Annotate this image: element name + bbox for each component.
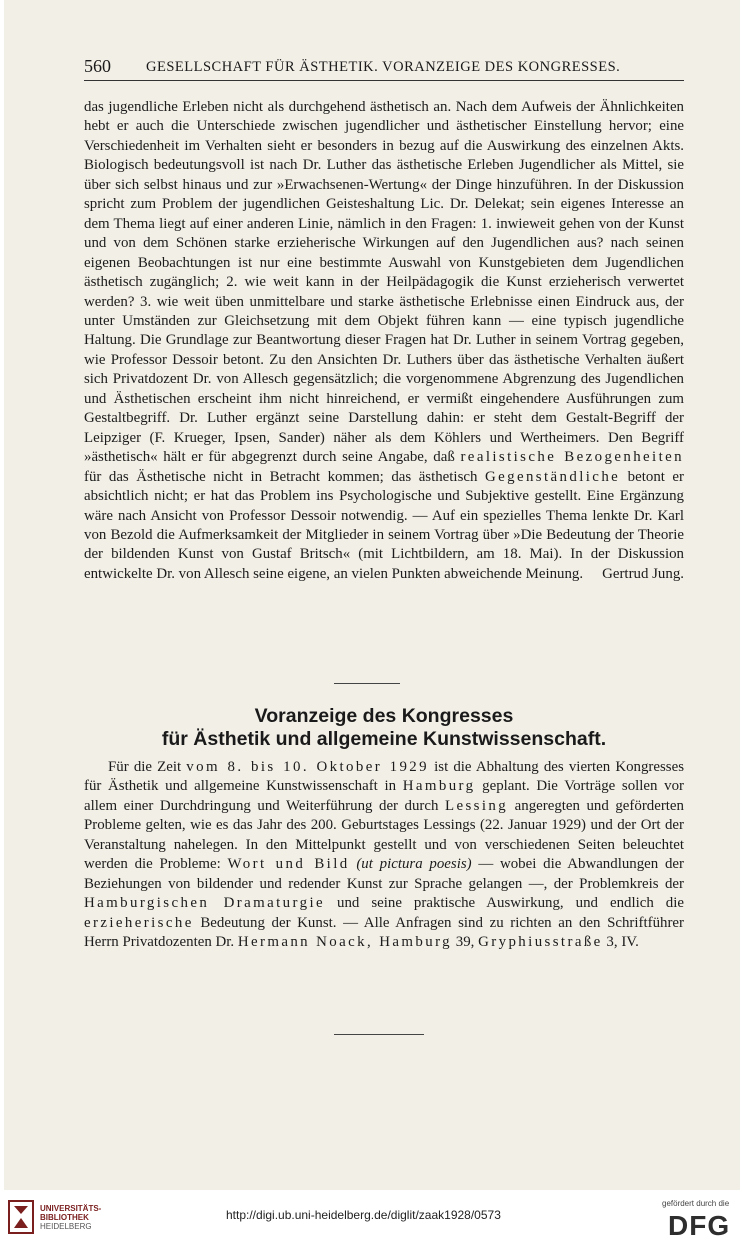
library-name[interactable] bbox=[40, 1204, 101, 1231]
page-header bbox=[84, 56, 684, 81]
library-name-line: UNIVERSITÄTS- bbox=[40, 1204, 102, 1213]
body-text: ist die Abhaltung des vierten Kongresses für Ästhetik und allgemeine Kunstwissenschaft in bbox=[84, 759, 684, 795]
report-paragraph bbox=[84, 98, 684, 584]
announcement-paragraph bbox=[84, 758, 684, 953]
spaced-emphasis: erzieherische bbox=[84, 914, 194, 931]
author-signature: Gertrud Jung. bbox=[602, 565, 684, 582]
permalink-url[interactable]: http://digi.ub.uni-heidelberg.de/diglit/zaak1928/0573 bbox=[226, 1208, 501, 1222]
end-divider bbox=[334, 1034, 424, 1035]
running-head: GESELLSCHAFT FÜR ÄSTHETIK. VORANZEIGE DES KONGRESSES. bbox=[146, 59, 621, 75]
scanned-page bbox=[4, 0, 740, 1190]
dfg-logo[interactable]: DFG bbox=[668, 1210, 731, 1241]
body-text: und seine praktische Auswirkung, und endlich die bbox=[325, 895, 685, 912]
page-number: 560 bbox=[84, 56, 111, 76]
section-title: Voranzeige des Kongresses bbox=[254, 705, 514, 727]
body-text: angeregten und geförderten Probleme gelten, wie es das Jahr des 200. Geburtstages Lessings (22. Januar 1929) und der Ort der Veranstaltung nahelegen. In den Mittelpunkt gestellt und von verschiedenen Seiten beleuchtet werden die Probleme: bbox=[84, 797, 684, 873]
university-library-logo-icon[interactable] bbox=[8, 1200, 34, 1234]
body-text: Für die Zeit bbox=[108, 759, 187, 775]
body-text: — wobei die Abwandlungen der Beziehungen von bildender und redender Kunst zur Sprache gelangen —, der Problemkreis der bbox=[84, 856, 684, 892]
digitization-footer bbox=[0, 1190, 742, 1246]
italic-phrase: (ut pictura poesis) bbox=[356, 856, 472, 873]
body-text: geplant. Die Vorträge sollen vor allem einer Durchdringung und Weiterführung der durch bbox=[84, 778, 684, 814]
section-subtitle: für Ästhetik und allgemeine Kunstwissenschaft. bbox=[161, 728, 607, 750]
spaced-emphasis: Wort und Bild bbox=[227, 856, 350, 873]
body-text: Bedeutung der Kunst. — Alle Anfragen sind zu richten an den Schriftführer Herrn Privatdozenten Dr. bbox=[84, 914, 684, 951]
funding-note: gefördert durch die bbox=[662, 1199, 730, 1208]
body-text: das jugendliche Erleben nicht als durchgehend ästhetisch an. Nach dem Aufweis der Ähnlichkeiten hebt er auch die Unterschiede zwischen jugendlicher und ästhetischer Einstellung hervor; eine Verschiedenheit im Verhalten sieht er besonders in bezug auf die Auswirkung des einzelnen Akts. Biologisch bedeutungsvoll ist nach Dr. Luther das ästhetische Erleben Jugendlicher als Mittel, sie über sich selbst hinaus und zur »Erwachsenen-Wertung« der Dinge hinzuführen. In der Diskussion spricht zum Problem der jugendlichen Geisteshaltung Lic. Dr. Delekat; sein eigenes Interesse an dem Thema liegt auf einer anderen Linie, nämlich in den Fragen: 1. inwieweit gehen von der Kunst und von dem Schönen starke erzieherische Wirkungen auf den Jugendlichen aus? nach seinen eigenen Beobachtungen ist nur eine bestimmte Auswahl von Kunstgebieten dem Jugendlichen ästhetisch zugänglich; 2. wie weit kann in der Heilpädagogik die Kunst erzieherisch verwertet werden? 3. wie weit üben unmittelbare und starke ästhetische Erlebnisse einen Eindruck aus, der unter Umständen zur Gleichsetzung mit dem Objekt führen kann — eine typisch jugendliche Haltung. Die Grundlage zur Beantwortung dieser Fragen hat Dr. Luther in seinem Vortrag gegeben, wie Professor Dessoir betont. Zu den Ansichten Dr. Luthers über das ästhetische Verhalten äußert sich Privatdozent Dr. von Allesch gegensätzlich; die vorgenommene Abgrenzung des Jugendlichen und Ästhetischen erscheint ihm nicht hinreichend, er vermißt eingehendere Ausführungen zum Gestaltbegriff. Dr. Luther ergänzt seine Darstellung dahin: er steht dem Gestalt-Begriff der Leipziger (F. Krueger, Ipsen, Sander) näher als dem Köhlers und Wertheimers. Den Begriff »ästhetisch« hält er für abgegrenzt durch seine Angabe, daß bbox=[84, 99, 684, 466]
spaced-emphasis: realistische Bezogenheiten bbox=[460, 449, 684, 466]
library-name-line: BIBLIOTHEK bbox=[40, 1213, 89, 1222]
library-name-line: HEIDELBERG bbox=[40, 1222, 92, 1231]
body-text: betont er absichtlich nicht; er hat das Problem ins Psychologische und Subjektive gestellt. Eine Ergänzung wäre nach Ansicht von Professor Dessoir notwendig. — Auf ein spezielles Thema lenkte Dr. Karl von Bezold die Aufmerksamkeit der Mitglieder in seinem Vortrag über »Die Bedeutung der Theorie der bildenden Kunst von Gustaf Britsch« (mit Lichtbildern, am 18. Mai). In der Diskussion entwickelte Dr. von Allesch seine eigene, an vielen Punkten abweichende Meinung. bbox=[84, 468, 684, 582]
spaced-emphasis: Hamburg bbox=[402, 778, 476, 795]
body-text: für das Ästhetische nicht in Betracht kommen; das ästhetisch bbox=[84, 468, 485, 485]
body-text: 3, IV. bbox=[602, 934, 639, 951]
spaced-emphasis: Hermann Noack, Hamburg bbox=[237, 934, 453, 951]
body-text: 39, bbox=[452, 934, 479, 951]
spaced-emphasis: Gegenständliche bbox=[484, 468, 621, 485]
spaced-emphasis: Gryphiusstraße bbox=[478, 934, 603, 951]
spaced-emphasis: vom 8. bis 10. Oktober 1929 bbox=[186, 759, 429, 775]
spaced-emphasis: Hamburgischen Dramaturgie bbox=[84, 895, 325, 912]
section-divider bbox=[334, 683, 400, 684]
spaced-emphasis: Lessing bbox=[444, 797, 509, 814]
